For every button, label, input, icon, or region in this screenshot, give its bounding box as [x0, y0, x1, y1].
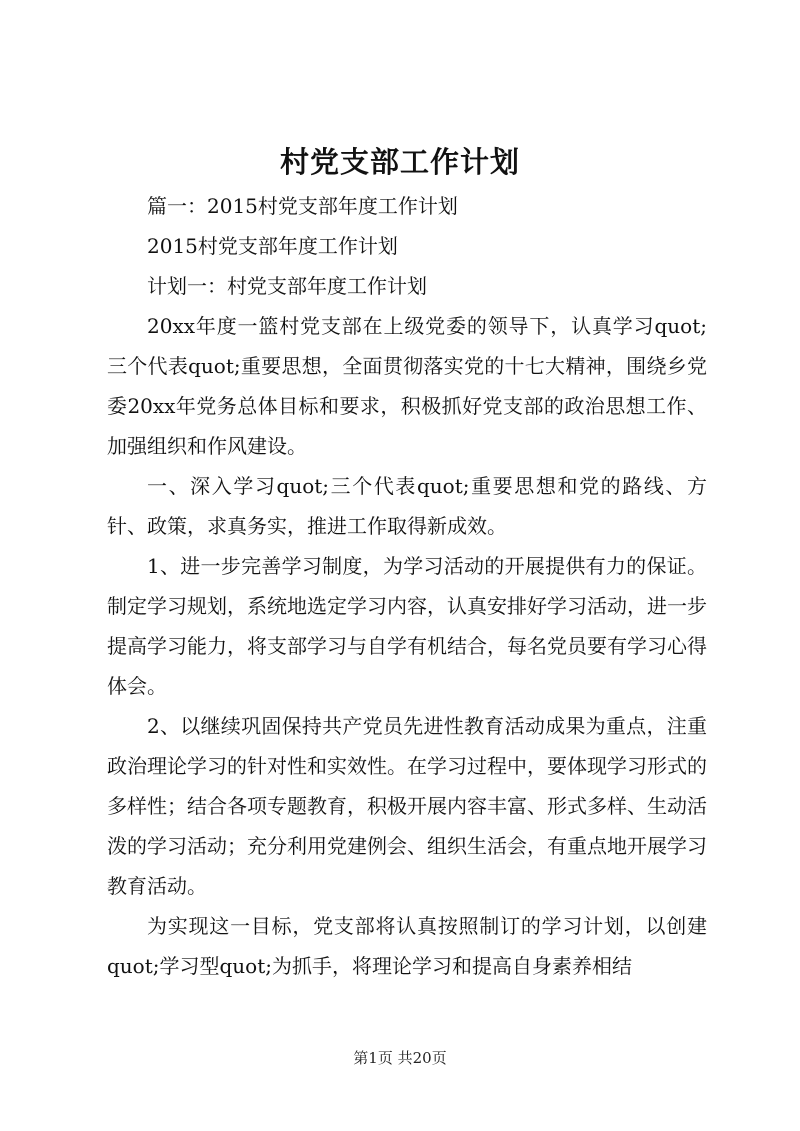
paragraph-point-1: 1、进一步完善学习制度，为学习活动的开展提供有力的保证。制定学习规划，系统地选定学习内容，认真安排好学习活动，进一步提高学习能力，将支部学习与自学有机结合，每名党员要有学习心得体会。: [107, 554, 707, 698]
paragraph-intro: 20xx年度一篮村党支部在上级党委的领导下，认真学习quot;三个代表quot;重要思想，全面贯彻落实党的十七大精神，围绕乡党委20xx年党务总体目标和要求，积极抓好党支部的政治思想工作、加强组织和作风建设。: [107, 314, 707, 458]
page-footer: 第1页 共20页: [353, 1049, 447, 1067]
paragraph-plan-one-heading: 计划一：村党支部年度工作计划: [147, 274, 427, 298]
paragraph-section-heading: 篇一：2015村党支部年度工作计划: [147, 194, 458, 218]
paragraph-item-one: 一、深入学习quot;三个代表quot;重要思想和党的路线、方针、政策，求真务实，推进工作取得新成效。: [107, 474, 707, 538]
paragraph-point-2: 2、以继续巩固保持共产党员先进性教育活动成果为重点，注重政治理论学习的针对性和实效性。在学习过程中，要体现学习形式的多样性；结合各项专题教育，积极开展内容丰富、形式多样、生动活泼的学习活动；充分利用党建例会、组织生活会，有重点地开展学习教育活动。: [107, 714, 707, 898]
paragraph-goal: 为实现这一目标，党支部将认真按照制订的学习计划，以创建quot;学习型quot;为抓手，将理论学习和提高自身素养相结: [107, 914, 707, 978]
document-title: 村党支部工作计划: [279, 145, 520, 179]
paragraph-plan-title: 2015村党支部年度工作计划: [147, 234, 398, 258]
document-body: [107, 186, 707, 986]
